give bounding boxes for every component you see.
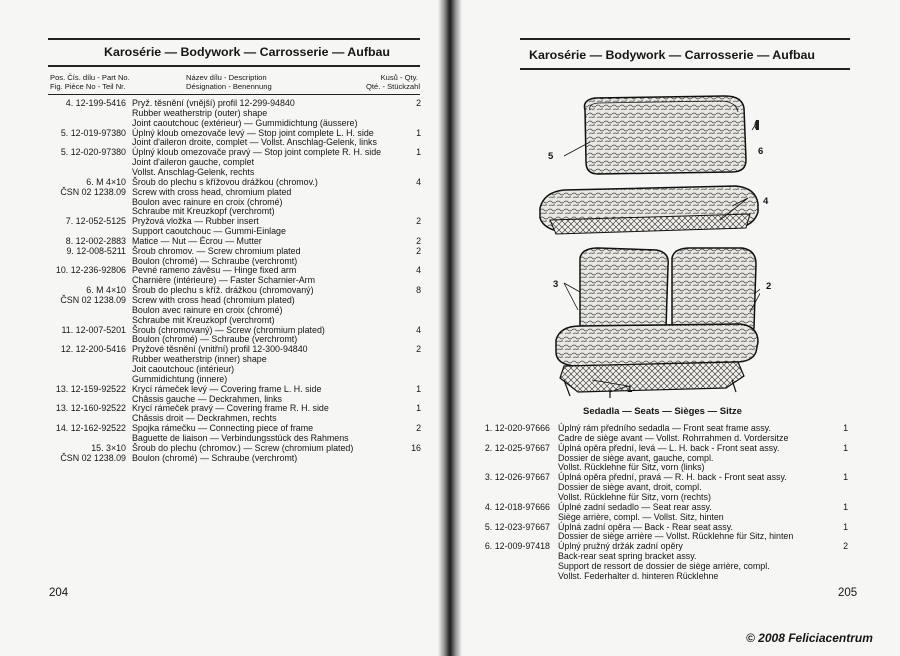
part-description-line: Joint d'aileron droite, complet — Vollst. Anschlag-Gelenk, links: [132, 137, 377, 148]
callout-label: 2: [766, 281, 772, 292]
part-description-line: Joint caoutchouc (extérieur) — Gummidichtung (äussere): [132, 117, 358, 128]
part-quantity: 4: [416, 324, 421, 335]
part-quantity: 1: [416, 127, 421, 138]
part-quantity: 1: [416, 383, 421, 394]
part-description-line: Châssis droit — Deckrahmen, rechts: [132, 413, 277, 424]
part-quantity: 4: [416, 176, 421, 187]
part-description-line: Schraube mit Kreuzkopf (verchromt): [132, 206, 275, 217]
part-quantity: 1: [416, 147, 421, 158]
part-description-line: Šroub (chromovaný) — Screw (chromium plated): [132, 324, 325, 335]
part-description-line: Screw with cross head, chromium plated: [132, 186, 292, 197]
part-description-line: Pryžová vložka — Rubber insert: [132, 216, 259, 227]
part-description-line: Boulon avec rainure en croix (chromé): [132, 196, 283, 207]
part-description-line: Matice — Nut — Écrou — Mutter: [132, 235, 262, 246]
part-quantity: 1: [416, 403, 421, 414]
part-description-line: Spojka rámečku — Connecting piece of frame: [132, 423, 314, 434]
header-rule-bottom-right: [520, 68, 850, 70]
part-description-line: Šroub do plechu s kříž. drážkou (chromovaný): [132, 285, 314, 296]
part-description-line: Charnière (intérieure) — Faster Scharnier-Arm: [132, 275, 315, 286]
part-description-line: Boulon (chromé) — Schraube (verchromt): [132, 334, 298, 345]
part-description-line: Pevné rameno závěsu — Hinge fixed arm: [132, 265, 297, 276]
part-description-line: Rubber weatherstrip (inner) shape: [132, 354, 267, 365]
part-description-line: Úplná opěra přední, levá — L. H. back - Front seat assy.: [558, 442, 780, 453]
front-seat-cushion-part: [556, 324, 758, 366]
copyright-notice: © 2008 Feliciacentrum: [746, 631, 873, 645]
column-header-pos: [50, 74, 130, 91]
part-description-line: Back-rear seat spring bracket assy.: [558, 551, 697, 562]
part-description-line: Pryž. těsnění (vnější) profil 12-299-94840: [132, 98, 295, 108]
part-number: 6. 12-009-97418: [484, 541, 550, 552]
part-standard-number: ČSN 02 1238.09: [60, 295, 126, 305]
part-description-line: Úplný kloub omezovače levý — Stop joint complete L. H. side: [132, 127, 374, 138]
part-description-line: Krycí rámeček levý — Covering frame L. H. side: [132, 383, 322, 394]
part-number: 4. 12-199-5416: [65, 98, 126, 108]
part-description-line: Boulon avec rainure en croix (chromé): [132, 304, 283, 315]
part-standard-number: ČSN 02 1238.09: [60, 452, 126, 463]
part-number: 5. 12-020-97380: [60, 147, 126, 158]
diagram-caption: Sedadla — Seats — Sièges — Sitze: [583, 406, 742, 417]
part-number: 5. 12-019-97380: [60, 127, 126, 138]
book-gutter: [438, 0, 462, 656]
part-quantity: 1: [843, 501, 848, 512]
header-rule-top-left: [48, 38, 420, 40]
part-quantity: 1: [843, 472, 848, 483]
part-quantity: 1: [843, 442, 848, 453]
part-quantity: 2: [416, 423, 421, 434]
part-quantity: 16: [411, 442, 421, 453]
part-number: 4. 12-018-97666: [484, 501, 550, 512]
part-quantity: 1: [843, 521, 848, 532]
part-quantity: 2: [416, 245, 421, 256]
callout-label: 6: [758, 146, 764, 157]
part-description-line: Vollst. Rücklehne für Sitz, vorn (rechts): [558, 491, 711, 502]
part-number: 6. M 4×10: [86, 285, 126, 296]
left-page-number: 204: [49, 587, 69, 599]
column-header-rule: [48, 94, 420, 95]
part-description-line: Šroub do plechu (chromov.) — Screw (chromium plated): [132, 442, 354, 453]
part-description-line: Joint d'aileron gauche, complet: [132, 157, 255, 168]
part-description-line: Screw with cross head (chromium plated): [132, 295, 295, 305]
part-quantity: 2: [416, 235, 421, 246]
part-number: 9. 12-008-5211: [66, 245, 126, 256]
part-description-line: Joit caoutchouc (intérieur): [132, 363, 235, 374]
part-number: 10. 12-236-92806: [55, 265, 126, 276]
part-number: 13. 12-159-92522: [55, 383, 126, 394]
part-number: 3. 12-026-97667: [484, 472, 550, 483]
left-page-header: Karosérie — Bodywork — Carrosserie — Aufbau: [104, 45, 390, 59]
part-number: 8. 12-002-2883: [65, 235, 126, 246]
rear-backrest-part: [584, 96, 746, 174]
part-description-line: Rubber weatherstrip (outer) shape: [132, 107, 268, 118]
column-header-pos-line2: Fig. Pièce No - Teil Nr.: [50, 81, 126, 91]
part-description-line: Vollst. Anschlag-Gelenk, rechts: [132, 166, 255, 177]
part-quantity: 2: [416, 344, 421, 355]
part-quantity: 2: [416, 98, 421, 108]
part-description-line: Úplná opěra přední, pravá — R. H. back - Front seat assy.: [558, 472, 787, 483]
column-header-qty-line1: Kusů - Qty.: [380, 73, 418, 82]
part-number: 11. 12-007-5201: [61, 324, 126, 335]
part-number: 15. 3×10: [91, 442, 126, 453]
part-description-line: Schraube mit Kreuzkopf (verchromt): [132, 314, 275, 325]
part-number: 1. 12-020-97666: [484, 423, 550, 433]
part-description-line: Support de ressort de dossier de siège arrière, compl.: [558, 560, 770, 571]
rear-seat-part: [540, 186, 758, 234]
part-quantity: 2: [843, 541, 848, 552]
callout-label: 1: [627, 384, 633, 395]
header-rule-bottom-left: [48, 65, 420, 67]
part-quantity: 8: [416, 285, 421, 296]
part-number: 14. 12-162-92522: [55, 423, 126, 434]
part-description-line: Šroub chromov. — Screw chromium plated: [132, 245, 301, 256]
part-description-line: Boulon (chromé) — Schraube (verchromt): [132, 255, 298, 266]
part-description-line: Pryžové těsnění (vnitřní) profil 12-300-94840: [132, 344, 308, 355]
seats-exploded-diagram: [460, 80, 760, 400]
part-number: 5. 12-023-97667: [484, 521, 550, 532]
right-page-header: Karosérie — Bodywork — Carrosserie — Aufbau: [529, 48, 815, 62]
column-header-desc-line2: Désignation - Benennung: [186, 81, 272, 91]
column-header-qty-line2: Qté. - Stückzahl: [366, 81, 421, 91]
front-seat-frame-part: [560, 362, 744, 398]
part-description-line: Support caoutchouc — Gummi-Einlage: [132, 226, 286, 237]
callout-label: 5: [548, 151, 554, 162]
part-number: 12. 12-200-5416: [60, 344, 126, 355]
part-description-line: Vollst. Rücklehne für Sitz, vorn (links): [558, 462, 705, 473]
column-header-pos-line1: Pos. Čís. dílu - Part No.: [50, 73, 130, 82]
part-quantity: 4: [416, 265, 421, 276]
callout-label: 4: [763, 196, 769, 207]
part-quantity: 2: [416, 216, 421, 227]
column-header-quantity: [366, 73, 421, 91]
part-description-line: Šroub do plechu s křížovou drážkou (chromov.): [132, 176, 318, 187]
part-number: 7. 12-052-5125: [65, 216, 126, 227]
column-header-description: [186, 74, 272, 91]
part-description-line: Krycí rámeček pravý — Covering frame R. H. side: [132, 403, 329, 414]
part-description-line: Baguette de liaison — Verbindungsstück des Rahmens: [132, 432, 349, 443]
callout-label: 3: [553, 279, 559, 290]
part-description-line: Úplný rám předního sedadla — Front seat frame assy.: [558, 423, 771, 433]
column-header-desc-line1: Název dílu - Description: [186, 73, 267, 82]
part-standard-number: ČSN 02 1238.09: [60, 186, 126, 197]
part-quantity: 1: [843, 423, 848, 433]
part-number: 13. 12-160-92522: [55, 403, 126, 414]
part-description-line: Dossier de siège avant, droit, compl.: [558, 482, 702, 493]
part-description-line: Úplná zadní opěra — Back - Rear seat assy.: [558, 521, 733, 532]
part-description-line: Vollst. Federhalter d. hinteren Rücklehne: [558, 570, 719, 581]
part-description-line: Boulon (chromé) — Schraube (verchromt): [132, 452, 298, 463]
part-description-line: Cadre de siège avant — Vollst. Rohrrahmen d. Vordersitze: [558, 432, 789, 443]
part-description-line: Châssis gauche — Deckrahmen, links: [132, 393, 282, 404]
part-description-line: Úplné zadní sedadlo — Seat rear assy.: [558, 501, 712, 512]
part-description-line: Siège arrière, compl. — Vollst. Sitz, hinten: [558, 511, 724, 522]
part-number: 2. 12-025-97667: [484, 442, 550, 453]
part-description-line: Úplný kloub omezovače pravý — Stop joint complete R. H. side: [132, 147, 382, 158]
header-rule-top-right: [520, 38, 850, 40]
part-description-line: Dossier de siège arrière — Vollst. Rücklehne für Sitz, hinten: [558, 531, 794, 542]
part-description-line: Dossier de siège avant, gauche, compl.: [558, 452, 714, 463]
right-page-number: 205: [838, 587, 858, 599]
part-number: 6. M 4×10: [86, 176, 126, 187]
part-description-line: Gummidichtung (innere): [132, 373, 228, 384]
part-description-line: Úplný pružný držák zadní opěry: [558, 541, 683, 552]
